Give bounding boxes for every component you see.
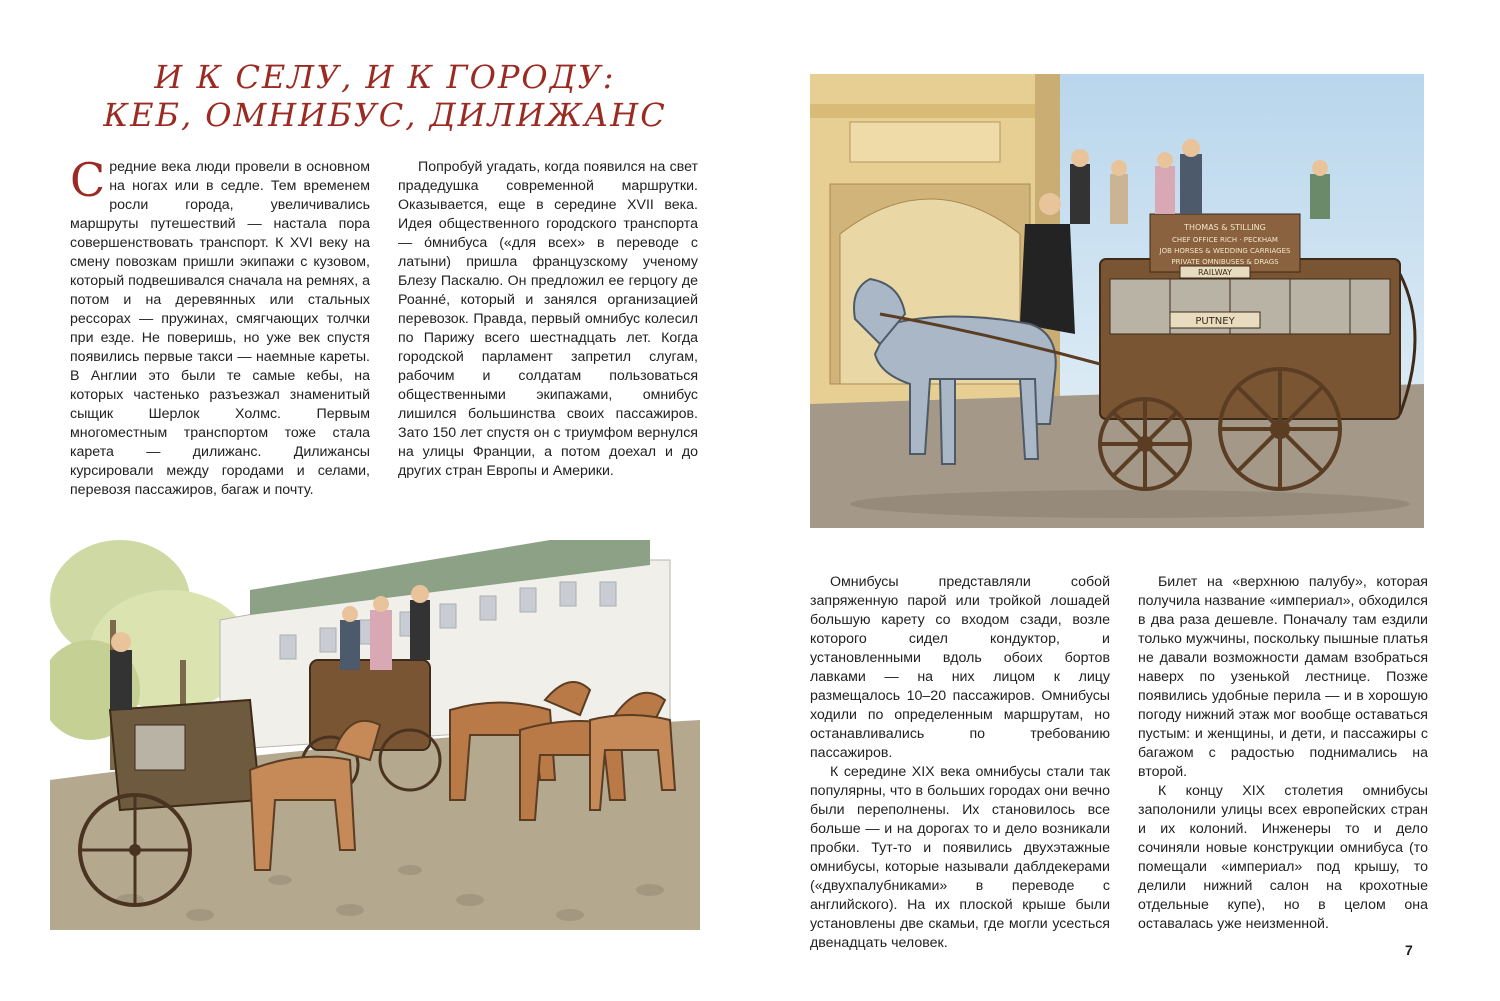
sign-line-4: PRIVATE OMNIBUSES & DRAGS bbox=[1171, 258, 1279, 266]
page-title bbox=[60, 58, 710, 134]
putney-plate: PUTNEY bbox=[1195, 316, 1235, 327]
drop-cap: С bbox=[70, 153, 106, 207]
column-2-text: Попробуй угадать, когда появился на свет прадедушка современной маршрутки. Оказывается, еще в середине XVII века. Идея общественного городского транспорта — о́мнибуса («для всех» в переводе с латыни) пришла французскому ученому Блезу Паскалю. Он предложил ее герцогу де Роанне́, который и занялся организацией перевозок. Правда, первый омнибус колесил по Парижу всего шестнадцать лет. Когда городской парламент запретил слугам, рабочим и солдатам пользоваться общественными экипажами, омнибус лишился большинства своих пассажиров. Зато 150 лет спустя он с триумфом вернулся на улицы Франции, а потом доехал и до других стран Европы и Америки. bbox=[398, 159, 698, 479]
text-column-2 bbox=[398, 158, 698, 481]
column-3-paragraph-2: К середине XIX века омнибусы стали так популярны, что в больших городах они вечно были переполнены. Их становилось все больше — и на дорогах то и дело возникали пробки. Тут-то и появились двухэтажные омнибусы, которые называли даблдекерами («двухпалубниками» в переводе с английского). На их плоской крыше были установлены две скамьи, где могли усесться двенадцать человек. bbox=[810, 764, 1110, 951]
column-4-paragraph-2: К концу XIX столетия омнибусы заполонили улицы всех европейских стран и их колоний. Инженеры то и дело сочиняли новые конструкции омнибуса (то помещали «империал» под крышу, то делили нижний салон на крохотные отдельные купе), но в целом она оставалась уже неизменной. bbox=[1138, 783, 1428, 932]
sign-line-3: JOB HORSES & WEDDING CARRIAGES bbox=[1159, 247, 1291, 255]
railway-plate: RAILWAY bbox=[1198, 268, 1232, 277]
sign-line-1: THOMAS & STILLING bbox=[1184, 223, 1266, 232]
street-scene-illustration bbox=[50, 520, 700, 930]
column-3-paragraph-1: Омнибусы представляли собой запряженную парой или тройкой лошадей большую карету со входом сзади, возле которого сидел кондуктор, и установленными вдоль обоих бортов лавками — на них лицом к лицу размещалось 10–20 пассажиров. Омнибусы ходили по определенным маршрутам, но останавливались по требованию пассажиров. bbox=[810, 574, 1110, 761]
column-1-text: редние века люди провели в основном на ногах или в седле. Тем временем росли города, увеличивались маршруты путешествий — настала пора совершенствовать транспорт. К XVI веку на смену повозкам пришли экипажи с кузовом, который подвешивался сначала на ремнях, а потом и на деревянных или стальных рессорах — пружинах, смягчающих толчки при езде. Не поверишь, но уже век спустя появились первые такси — наемные кареты. В Англии это были те самые кебы, на которых частенько разъезжал знаменитый сыщик Шерлок Холмс. Первым многоместным транспортом тоже стала карета — дилижанс. Дилижансы курсировали между городами и селами, перевозя пассажиров, багаж и почту. bbox=[70, 159, 370, 498]
title-line-1: И К СЕЛУ, И К ГОРОДУ: bbox=[154, 58, 616, 96]
page-number: 7 bbox=[1405, 942, 1413, 958]
text-column-1 bbox=[70, 153, 370, 500]
text-column-3 bbox=[810, 573, 1110, 953]
omnibus-illustration bbox=[810, 74, 1424, 528]
text-column-4 bbox=[1138, 573, 1428, 934]
sign-line-2: CHEF OFFICE RICH · PECKHAM bbox=[1172, 236, 1278, 244]
title-line-2: КЕБ, ОМНИБУС, ДИЛИЖАНС bbox=[103, 96, 667, 134]
column-4-paragraph-1: Билет на «верхнюю палубу», которая получила название «империал», обходился в два раза дешевле. Поначалу там ездили только мужчины, поскольку пышные платья не давали возможности дамам взобраться наверх по узенькой лестнице. Позже появились удобные перила — и в хорошую погоду нижний этаж мог вообще оставаться пустым: и женщины, и дети, и пассажиры с багажом с радостью поднимались на второй. bbox=[1138, 574, 1428, 780]
